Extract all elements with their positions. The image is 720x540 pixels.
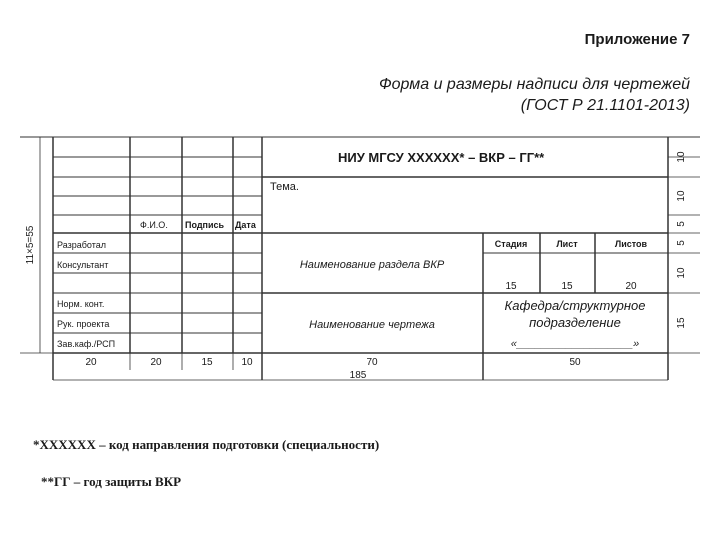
dept-line2: подразделение (529, 315, 621, 330)
col-sheet: Лист (556, 239, 578, 249)
dim-right-4: 5 (676, 240, 687, 246)
drawing-name: Наименование чертежа (309, 319, 435, 331)
col-fio: Ф.И.О. (140, 220, 168, 230)
footnote-code: *XXXXXX – код направления подготовки (специальности) (33, 437, 380, 452)
dim-bottom-6: 50 (569, 357, 581, 368)
section-name: Наименование раздела ВКР (299, 259, 445, 271)
appendix-title: Приложение 7 (584, 31, 690, 48)
dim-inner-3: 20 (625, 281, 637, 292)
dim-right-2: 10 (676, 190, 687, 202)
row-project-head: Рук. проекта (57, 319, 110, 329)
dim-bottom-5: 70 (366, 357, 378, 368)
row-norm-control: Норм. конт. (57, 299, 105, 309)
stamp-code: НИУ МГСУ XXXXXX* – ВКР – ГГ** (338, 150, 545, 165)
dim-left-height: 11×5=55 (25, 225, 36, 265)
dim-right-1: 10 (676, 151, 687, 163)
dim-bottom-4: 10 (241, 357, 253, 368)
form-title-line1: Форма и размеры надписи для чертежей (378, 76, 690, 93)
row-chief: Зав.каф./РСП (57, 339, 116, 349)
dim-bottom-3: 15 (201, 357, 213, 368)
dim-total: 185 (349, 370, 367, 381)
dim-right-3: 5 (676, 221, 687, 227)
form-title-line2: (ГОСТ Р 21.1101-2013) (520, 97, 690, 114)
col-sheets: Листов (614, 239, 648, 249)
col-stage: Стадия (494, 239, 528, 249)
dim-bottom-2: 20 (150, 357, 162, 368)
dim-right-6: 15 (676, 317, 687, 329)
row-developed: Разработал (57, 240, 106, 250)
dept-line3: «___________________» (510, 338, 640, 350)
col-signature: Подпись (185, 220, 225, 230)
col-date: Дата (235, 220, 256, 230)
dim-inner-1: 15 (505, 281, 517, 292)
row-consultant: Консультант (57, 260, 109, 270)
stamp-theme: Тема. (270, 181, 299, 193)
footnote-year: **ГГ – год защиты ВКР (41, 474, 182, 489)
dim-bottom-1: 20 (85, 357, 97, 368)
dept-line1: Кафедра/структурное (504, 298, 646, 313)
left-grid-columns (130, 137, 262, 380)
dim-inner-2: 15 (561, 281, 573, 292)
dim-right-5: 10 (676, 267, 687, 279)
